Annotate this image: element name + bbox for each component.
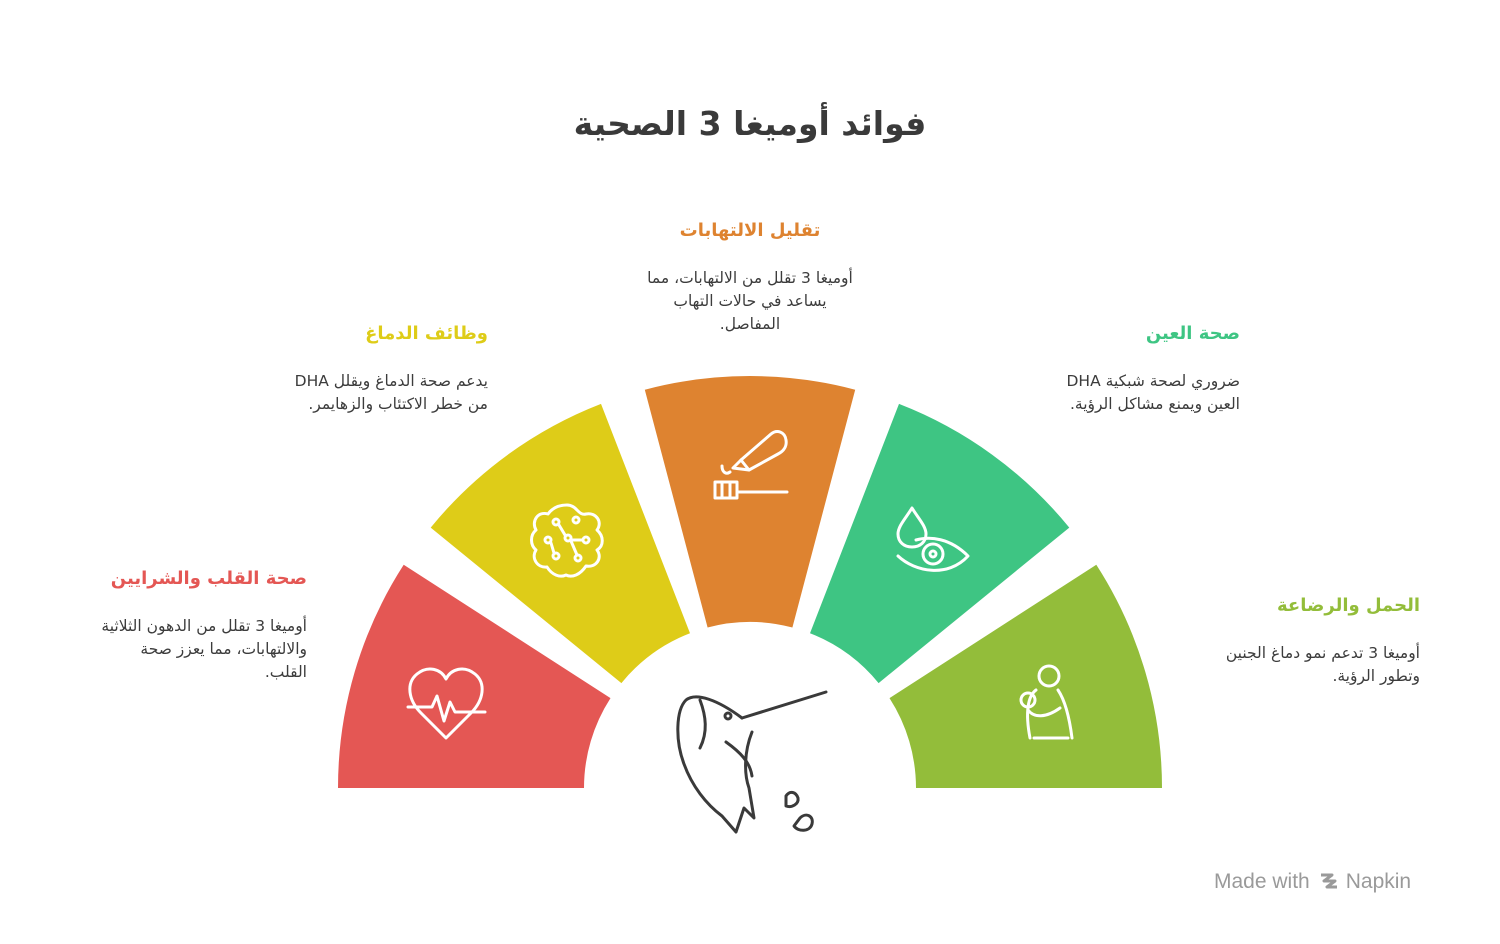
desc-eye-line-1: ضروري لصحة شبكية DHA xyxy=(1066,372,1240,390)
made-with-napkin-credit[interactable] xyxy=(1214,870,1411,894)
fish-icon xyxy=(678,692,826,832)
desc-inflammation-line-3: المفاصل. xyxy=(719,315,781,333)
desc-brain-line-2: من خطر الاكتئاب والزهايمر. xyxy=(308,395,488,413)
heading-eye: صحة العين xyxy=(1145,323,1240,344)
desc-heart-line-1: أوميغا 3 تقلل من الدهون الثلاثية xyxy=(101,617,307,635)
credit-prefix: Made with xyxy=(1214,870,1310,893)
credit-brand: Napkin xyxy=(1345,870,1412,893)
heading-pregnancy: الحمل والرضاعة xyxy=(1277,595,1420,616)
desc-eye-line-2: العين ويمنع مشاكل الرؤية. xyxy=(1069,395,1240,413)
heading-heart: صحة القلب والشرايين xyxy=(110,568,307,589)
desc-pregnancy-line-2: وتطور الرؤية. xyxy=(1332,667,1420,685)
heading-brain: وظائف الدماغ xyxy=(365,323,488,344)
desc-heart-line-2: والالتهابات، مما يعزز صحة xyxy=(140,640,307,658)
desc-brain-line-1: يدعم صحة الدماغ ويقلل DHA xyxy=(294,372,488,390)
napkin-logo-icon xyxy=(1318,870,1340,892)
label-eye xyxy=(1010,323,1240,416)
diagram-title: فوائد أوميغا 3 الصحية xyxy=(573,104,927,143)
label-brain xyxy=(238,323,488,416)
label-pregnancy xyxy=(1190,595,1420,688)
desc-heart-line-3: القلب. xyxy=(264,663,307,681)
desc-inflammation-line-2: يساعد في حالات التهاب xyxy=(673,292,827,310)
desc-pregnancy-line-1: أوميغا 3 تدعم نمو دماغ الجنين xyxy=(1225,644,1420,662)
segment-inflammation xyxy=(645,376,855,627)
heading-inflammation: تقليل الالتهابات xyxy=(679,220,821,241)
desc-inflammation-line-1: أوميغا 3 تقلل من الالتهابات، مما xyxy=(647,269,853,287)
label-inflammation xyxy=(620,220,880,336)
label-heart xyxy=(67,568,307,684)
